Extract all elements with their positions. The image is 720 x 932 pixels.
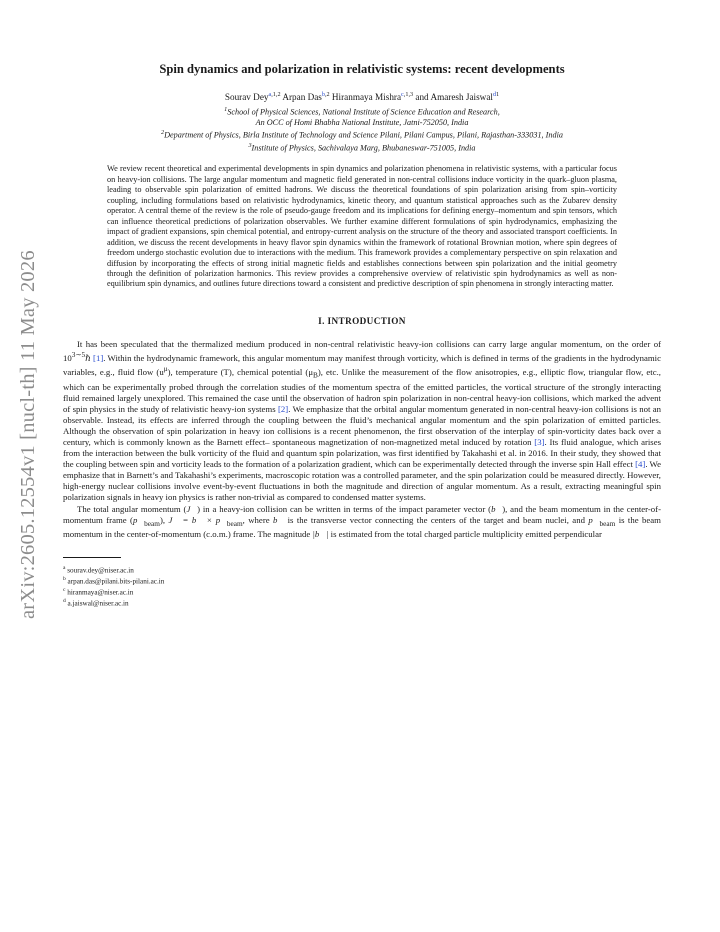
author-name: Amaresh Jaiswal (430, 92, 493, 103)
footnote: $^a$ sourav.dey@niser.ac.in (63, 564, 134, 574)
email-link[interactable]: hiranmaya@niser.ac.in (67, 588, 134, 597)
email-link[interactable]: sourav.dey@niser.ac.in (67, 565, 134, 574)
author-email-link[interactable]: c (401, 91, 404, 98)
footnote-divider (63, 557, 121, 558)
author-email-link[interactable]: a (268, 91, 272, 98)
paper-page (63, 58, 661, 608)
citation-link[interactable]: [3] (534, 437, 545, 448)
affiliation: $^3$Institute of Physics, Sachivalaya Marg, Bhubaneswar-751005, India (248, 142, 476, 154)
email-link[interactable]: arpan.das@pilani.bits-pilani.ac.in (67, 577, 165, 586)
paper-title: Spin dynamics and polarization in relativistic systems: recent developments (159, 62, 565, 76)
abstract: We review recent theoretical and experimental developments in spin dynamics and polarization phenomena in relativistic systems, with a particular focus on heavy-ion collisions. The large angular momentum and magnetic field generated in non-central collisions induce vorticity in the quark–gluon plasma, leading to observable spin polarization of emitted hadrons. We discuss the theoretical foundations of spin polarization arising from spin–vorticity coupling, including formulations based on relativistic hydrodynamics, kinetic theory, and quantum statistical approaches such as the Zubarev density operator. A central theme of the review is the role of pseudo-gauge freedom and its implications for defining energy–momentum and spin tensors, which can influence theoretical predictions of polarization observables. We further examine different formulations of spin hydrodynamics, emphasizing the impact of gradient expansions, spin chemical potential, and entropy-current analysis on the structure of the theory and associated transport coefficients. In addition, we discuss the recent developments in heavy flavor spin dynamics within the framework of rotational Brownian motion, where spin degrees of freedom undergo stochastic evolution due to interactions with the medium. This framework provides a complementary perspective on spin relaxation and diffusion by incorporating the effects of strong initial magnetic fields and establishes connections between spin polarization and the initial geometry through the definition of polarization harmonics. This review provides a comprehensive overview of relativistic spin hydrodynamics as well as non-equilibrium spin dynamics, and outlines future directions toward a consistent and predictive description of spin phenomena in strongly interacting matter. (107, 164, 617, 289)
author-list: Sourav Dey$^{a,1,2}$ Arpan Das$^{b,2}$ Hiranmaya Mishra$^{c,1,3}$ and Amaresh Jaiswal$^{d1}$ (224, 91, 500, 103)
body-paragraph: The total angular momentum (J⃗) in a heavy-ion collision can be written in terms of the impact parameter vector (b⃗), and the beam momentum in the center-of-momentum frame $(p⃗_{beam})$, J⃗ = b⃗ × $p⃗_{beam}$, where b⃗ is the transverse vector connecting the centers of the target and beam nuclei, and $p⃗_{beam}$ is the beam momentum in the center-of-momentum (c.o.m.) frame. The magnitude |b⃗| is estimated from the total charged particle multiplicity emitted perpendicular (63, 503, 662, 540)
footnote: $^d$ a.jaiswal@niser.ac.in (63, 598, 129, 608)
citation-link[interactable]: [2] (277, 403, 289, 414)
section-heading: I. INTRODUCTION (318, 315, 406, 326)
citation-link[interactable]: [1] (93, 352, 104, 363)
affiliation: $^2$Department of Physics, Birla Institute of Technology and Science Pilani, Pilani Campus, Pilani, Rajasthan-333031, India (161, 129, 563, 141)
citation-link[interactable]: [4] (635, 459, 646, 470)
arxiv-identifier[interactable]: arXiv:2605.12554v1 [nucl-th] 11 May 2026 (17, 250, 39, 619)
author-name: Arpan Das (282, 92, 322, 103)
author-email-link[interactable]: b (321, 91, 325, 98)
author-name: Hiranmaya Mishra (331, 92, 402, 103)
email-link[interactable]: a.jaiswal@niser.ac.in (67, 599, 129, 608)
footnote: $^c$ hiranmaya@niser.ac.in (63, 586, 134, 597)
author-name: Sourav Dey (224, 92, 269, 103)
body-paragraph: It has been speculated that the thermalized medium produced in non-central relativistic heavy-ion collisions can carry large angular momentum, on the order of $10^{3\sim 5}\hbar$ [1]. Within the hydrodynamic framework, this angular momentum may manifest through vorticity, which is defined in terms of the gradients in the hydrodynamic variables, e.g., fluid flow $(u^\mu)$, temperature (T), chemical potential $(\mu_B)$, etc. Unlike the measurement of the flow anisotropies, e.g., elliptic flow, triangular flow, etc., which can be experimentally probed through the correlation studies of the momentum spectra of the emitted particles, the vortical structure of the strongly interacting fluid remained largely unexplored. This remained the case until the observation of hadron spin polarization in non-central heavy-ion collisions, which marked the advent of spin physics in the study of relativistic heavy-ion systems [2]. We emphasize that the orbital angular momentum generated in non-central heavy-ion collisions is not an observable. Instead, its effects are inferred through the coupling between the fluid’s mechanical angular momentum and the spin polarization of emitted particles. Although the observation of spin polarization in heavy ion collisions is a recent phenomenon, the first observation of the interplay of spin-vorticity dates back over a century, which is commonly known as the Barnett effect– spontaneous magnetization of non-magnetized metal induced by rotation [3]. Its fluid analogue, which arises from the interaction between the bulk vorticity of the fluid and quantum spin polarization, was first identified by Takahashi et al. in 2016. In their study, they showed that the coupling between spin and vorticity leads to the formation of a polarization gradient, which can be experimentally detected through the inverse spin Hall effect [4]. We emphasize that in Barnett’s and Takahashi’s experiments, macroscopic rotation was a controlled parameter, and the spin polarization could be measured directly. However, high-energy nuclear collisions involve event-by-event fluctuations in both the magnitude and direction of angular momentum. As a result, extracting meaningful spin polarization signals in heavy ion physics is rather non-trivial as compared to condensed matter systems. (63, 338, 661, 503)
affiliation: An OCC of Homi Bhabha National Institute, Jatni-752050, India (255, 118, 469, 128)
affiliation: $^1$School of Physical Sciences, National Institute of Science Education and Research, (224, 106, 500, 117)
footnote: $^b$ arpan.das@pilani.bits-pilani.ac.in (63, 575, 165, 586)
author-email-link[interactable]: d (492, 91, 497, 98)
